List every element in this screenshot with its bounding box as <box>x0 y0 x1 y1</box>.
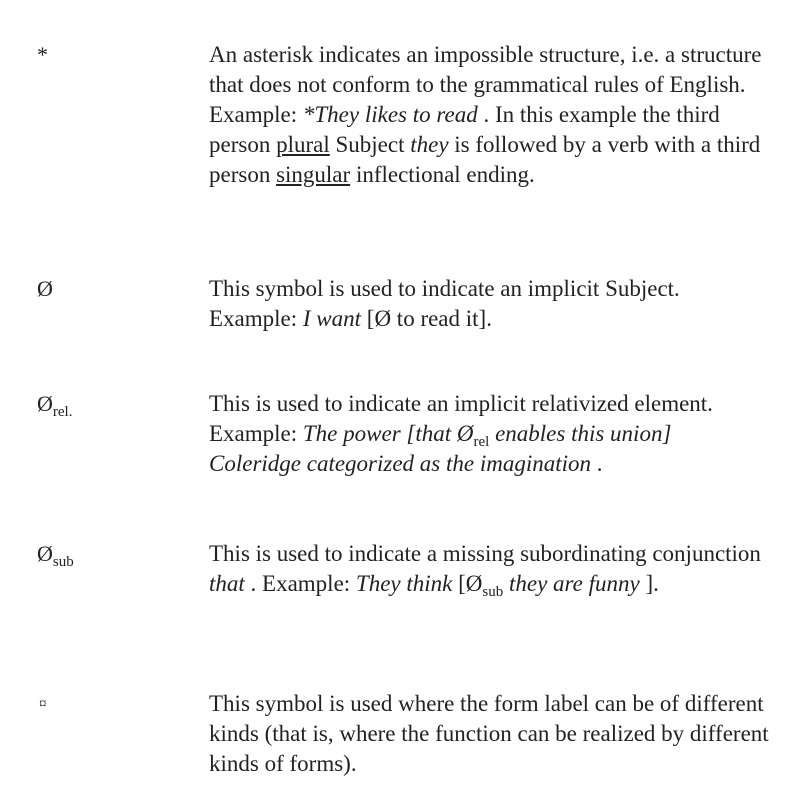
null-symbol: Ø <box>37 276 53 301</box>
underlined-term: singular <box>276 162 351 187</box>
missing-subordinator-description: This is used to indicate a missing subordinating conjunction that . Example: They think [$Ø_{sub}$ they are funny ]. <box>209 541 761 600</box>
implicit-relativized-description: This is used to indicate an implicit relativized element. Example: The power [that $Ø_{rel}$ enables this union] Coleridge categorized as the imagination . <box>209 391 713 476</box>
form-label-description: This symbol is used where the form label can be of different kinds (that is, where the function can be realized by different kinds of forms). <box>209 691 769 776</box>
null-rel-symbol: $Ø_{rel.}$ <box>37 391 73 420</box>
example-sentence: *They likes to read <box>302 102 478 127</box>
form-label-symbol: ¤ <box>39 696 47 712</box>
null-sub-symbol: $Ø_{sub}$ <box>37 541 74 570</box>
asterisk-symbol: * <box>37 42 48 67</box>
asterisk-description: An asterisk indicates an impossible structure, i.e. a structure that does not conform to the grammatical rules of English. Example: *They likes to read . In this example the third person plural Subject they is followed by a verb with a third person singular inflectional ending. <box>209 42 762 187</box>
implicit-subject-description: This symbol is used to indicate an implicit Subject. Example: I want [Ø to read it]. <box>209 276 680 331</box>
underlined-term: plural <box>276 132 330 157</box>
